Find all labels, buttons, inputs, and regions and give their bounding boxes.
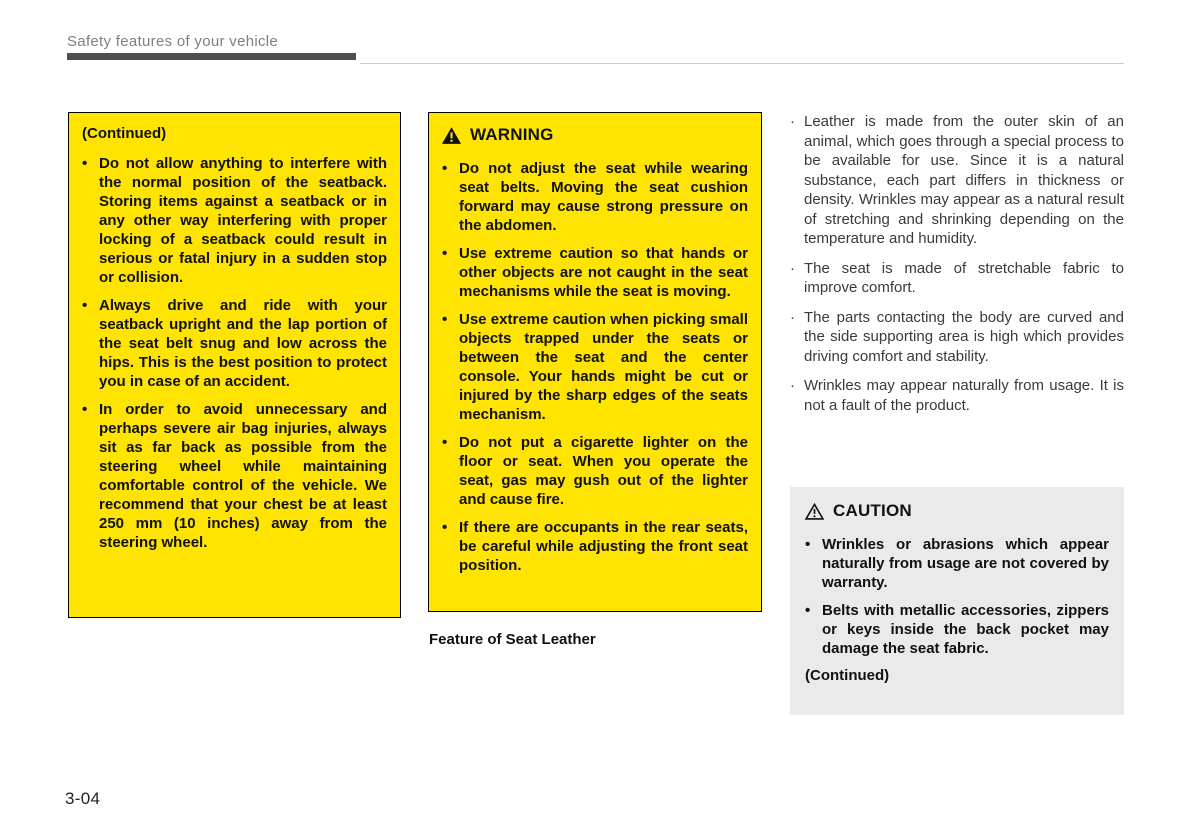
caution-title: CAUTION — [833, 501, 912, 520]
page-number: 3-04 — [65, 789, 101, 808]
continued-label: (Continued) — [82, 125, 167, 142]
warning-title: WARNING — [470, 125, 554, 144]
caution-icon — [805, 503, 824, 520]
bullet-marker: • — [442, 245, 448, 262]
continued-label: (Continued) — [805, 667, 890, 684]
caution-heading — [805, 501, 1109, 521]
dot-marker: · — [790, 113, 795, 130]
list-item — [442, 159, 748, 235]
list-item — [442, 310, 748, 424]
list-item — [790, 308, 1124, 367]
list-item — [82, 400, 387, 552]
list-item — [805, 535, 1109, 592]
dot-marker: · — [790, 377, 795, 394]
list-item-text: Belts with metallic accessories, zippers or keys inside the back pocket may damage the seat fabric. — [822, 602, 1109, 657]
bullet-marker: • — [82, 297, 88, 314]
list-item — [82, 154, 387, 287]
warning-icon — [442, 127, 461, 144]
dot-marker: · — [790, 308, 795, 326]
list-item — [790, 376, 1124, 415]
bullet-marker: • — [805, 602, 811, 619]
bullet-marker: • — [442, 311, 448, 328]
list-item — [82, 296, 387, 391]
list-item-text: Always drive and ride with your seatback upright and the lap portion of the seat belt snug and low across the hips. This is the best position to protect you in case of an accident. — [99, 297, 387, 390]
list-item-text: Use extreme caution when picking small objects trapped under the seats or between the seat and the center console. Your hands might be cut or injured by the sharp edges of the seats mechanism. — [459, 311, 748, 423]
list-item-text: The seat is made of stretchable fabric to improve comfort. — [804, 259, 1124, 296]
info-column — [790, 112, 1124, 425]
dot-marker: · — [790, 259, 795, 277]
list-item — [805, 601, 1109, 658]
list-item — [442, 518, 748, 575]
bullet-marker: • — [82, 155, 88, 172]
list-item — [442, 433, 748, 509]
bullet-marker: • — [442, 160, 448, 177]
list-item-text: Do not adjust the seat while wearing seat belts. Moving the seat cushion forward may cause strong pressure on the abdomen. — [459, 160, 748, 234]
list-item-text: The parts contacting the body are curved and the side supporting area is high which provides driving comfort and stability. — [804, 308, 1124, 365]
page-header-title: Safety features of your vehicle — [67, 33, 279, 50]
list-item-text: Wrinkles or abrasions which appear naturally from usage are not covered by warranty. — [822, 536, 1109, 591]
list-item — [790, 259, 1124, 298]
list-item-text: Do not allow anything to interfere with the normal position of the seatback. Storing items against a seatback or in any other way interfering with proper locking of a seatback could result in serious or fatal injury in a sudden stop or collision. — [99, 155, 387, 286]
header-underline-bar — [67, 53, 356, 60]
list-item-text: Leather is made from the outer skin of an animal, which goes through a special process to be available for use. Since it is a natural substance, each part differs in thickness or density. Wrinkles may appear as a natural result of stretching and shrinking depending on the temperature and humidity. — [804, 113, 1124, 247]
list-item — [790, 112, 1124, 249]
header-rule-line — [360, 63, 1124, 64]
list-item-text: Do not put a cigarette lighter on the floor or seat. When you operate the seat, gas may gush out of the lighter and cause fire. — [459, 434, 748, 508]
bullet-marker: • — [442, 434, 448, 451]
warning-heading — [442, 125, 748, 145]
section-caption: Feature of Seat Leather — [429, 631, 596, 648]
list-item-text: Wrinkles may appear naturally from usage. It is not a fault of the product. — [804, 377, 1124, 414]
list-item-text: If there are occupants in the rear seats, be careful while adjusting the front seat position. — [459, 519, 748, 574]
list-item — [442, 244, 748, 301]
list-item-text: Use extreme caution so that hands or other objects are not caught in the seat mechanisms while the seat is moving. — [459, 245, 748, 300]
bullet-marker: • — [82, 401, 88, 418]
warning-box — [428, 112, 762, 612]
continued-warning-box — [68, 112, 401, 618]
bullet-marker: • — [805, 536, 811, 553]
caution-box — [790, 487, 1124, 715]
list-item-text: In order to avoid unnecessary and perhaps severe air bag injuries, always sit as far back as possible from the steering wheel while maintaining comfortable control of the vehicle. We recommend that your chest be at least 250 mm (10 inches) away from the steering wheel. — [99, 401, 387, 551]
bullet-marker: • — [442, 519, 448, 536]
